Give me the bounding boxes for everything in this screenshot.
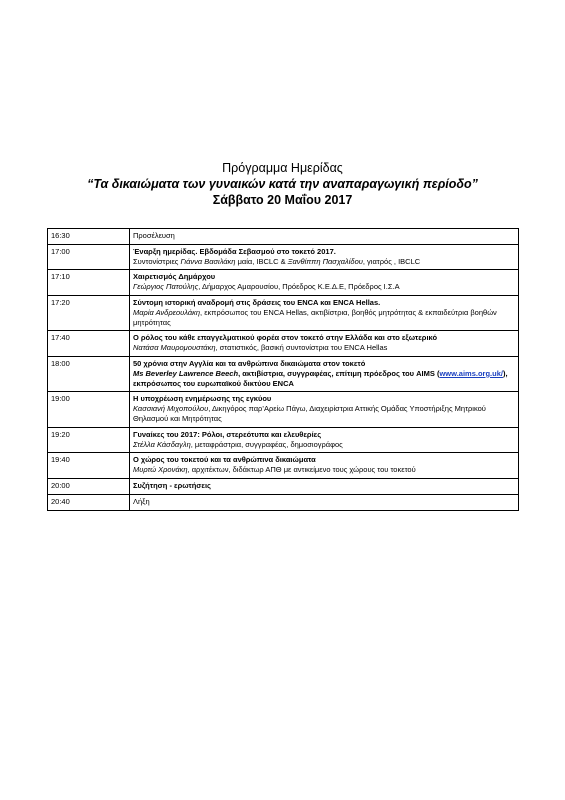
session-title: Ο ρόλος του κάθε επαγγελματικού φορέα στον τοκετό στην Ελλάδα και στο εξωτερικό xyxy=(133,333,438,343)
session-title: Συζήτηση - ερωτήσεις xyxy=(133,480,211,490)
session-cell xyxy=(130,229,519,245)
aims-link[interactable]: www.aims.org.uk/ xyxy=(439,368,503,378)
session-cell xyxy=(130,356,519,391)
time-cell: 20:40 xyxy=(48,494,130,510)
speaker-name: Γεώργιος Πατούλης xyxy=(133,282,199,292)
speaker-name: Νατάσα Μαυρομουστάκη xyxy=(133,343,216,353)
session-title: Γυναίκες του 2017: Ρόλοι, στερεότυπα και ελευθερίες xyxy=(133,429,322,439)
speaker-name: Γιάννα Βασιλάκη xyxy=(180,256,236,266)
session-title: Ο χώρος του τοκετού και τα ανθρώπινα δικαιώματα xyxy=(133,455,316,465)
session-speakers xyxy=(133,465,515,475)
table-row xyxy=(48,494,519,510)
session-cell xyxy=(130,392,519,427)
session-speakers xyxy=(133,257,515,267)
speaker-text: , αρχιτέκτων, διδάκτωρ ΑΠΘ με αντικείμενο τους χώρους του τοκετού xyxy=(187,465,416,475)
event-date: Σάββατο 20 Μαΐου 2017 xyxy=(212,193,353,207)
session-cell xyxy=(130,295,519,330)
speaker-text: , εκπρόσωπος του ENCA Hellas, ακτιβίστρια, βοηθός μητρότητας & εκπαιδεύτρια βοηθών μητρότητας xyxy=(133,307,497,327)
speaker-text: μαία, IBCLC & xyxy=(235,256,288,266)
time-cell: 17:40 xyxy=(48,331,130,357)
session-cell xyxy=(130,331,519,357)
speaker-name: Κασσιανή Μιχοπούλου xyxy=(133,404,209,414)
speaker-text: , Δικηγόρος παρ’Αρείω Πάγω, Διαχειρίστρια Αττικής Ομάδας Υποστήριξης Μητρικού Θηλασμού και Μητρότητας xyxy=(133,404,486,423)
speaker-name: Στέλλα Κάσδαγλη xyxy=(133,439,191,449)
table-row xyxy=(48,331,519,357)
table-row xyxy=(48,270,519,296)
table-row xyxy=(48,478,519,494)
session-cell xyxy=(130,270,519,296)
session-cell xyxy=(130,427,519,453)
session-text: Λήξη xyxy=(133,496,150,506)
speaker-name: Μαρία Ανδρεουλάκη xyxy=(133,307,201,317)
session-speakers xyxy=(133,404,515,424)
time-cell: 20:00 xyxy=(48,478,130,494)
table-row xyxy=(48,244,519,270)
speaker-text: , γιατρός , IBCLC xyxy=(362,256,421,266)
session-speakers xyxy=(133,369,515,389)
schedule-table xyxy=(47,228,519,511)
speaker-name: Ξανθίππη Πασχαλίδου xyxy=(287,256,363,266)
table-row xyxy=(48,392,519,427)
time-cell: 19:00 xyxy=(48,392,130,427)
session-title: Έναρξη ημερίδας. Εβδομάδα Σεβασμού στο τοκετό 2017. xyxy=(133,246,336,256)
session-title: Χαιρετισμός Δημάρχου xyxy=(133,272,216,282)
speaker-text: , ακτιβίστρια, συγγραφέας, επίτιμη πρόεδρος του AIMS ( xyxy=(238,368,440,378)
table-row xyxy=(48,229,519,245)
table-row xyxy=(48,356,519,391)
time-cell: 17:20 xyxy=(48,295,130,330)
session-title: Η υποχρέωση ενημέρωσης της εγκύου xyxy=(133,394,272,404)
time-cell: 17:00 xyxy=(48,244,130,270)
speaker-text: ), εκπρόσωπος του ευρωπαϊκού δικτύου ENCA xyxy=(133,368,508,388)
speaker-name: Ms Beverley Lawrence Beech xyxy=(133,368,239,378)
speaker-text: , μεταφράστρια, συγγραφέας, δημοσιογράφος xyxy=(190,439,343,449)
session-cell xyxy=(130,494,519,510)
session-cell xyxy=(130,244,519,270)
program-title: Πρόγραμμα Ημερίδας xyxy=(222,161,343,175)
table-row xyxy=(48,427,519,453)
session-speakers xyxy=(133,440,515,450)
speaker-text: , στατιστικός, βασική συντονίστρια του ENCA Hellas xyxy=(215,343,388,353)
session-cell xyxy=(130,478,519,494)
session-cell xyxy=(130,453,519,479)
session-speakers xyxy=(133,343,515,353)
session-title: 50 χρόνια στην Αγγλία και τα ανθρώπινα δικαιώματα στον τοκετό xyxy=(133,358,366,368)
speaker-text: , Δήμαρχος Αμαρουσίου, Πρόεδρος Κ.Ε.Δ.Ε, Πρόεδρος Ι.Σ.Α xyxy=(198,282,400,292)
time-cell: 19:20 xyxy=(48,427,130,453)
event-title: “Τα δικαιώματα των γυναικών κατά την αναπαραγωγική περίοδο” xyxy=(87,177,478,191)
session-speakers xyxy=(133,282,515,292)
time-cell: 19:40 xyxy=(48,453,130,479)
table-row xyxy=(48,453,519,479)
table-row xyxy=(48,295,519,330)
time-cell: 17:10 xyxy=(48,270,130,296)
session-title: Σύντομη ιστορική αναδρομή στις δράσεις του ENCA και ENCA Hellas. xyxy=(133,297,381,307)
speaker-name: Μυρτώ Χρονάκη xyxy=(133,465,188,475)
time-cell: 18:00 xyxy=(48,356,130,391)
session-text: Προσέλευση xyxy=(133,231,175,240)
document-header xyxy=(0,161,565,208)
session-speakers xyxy=(133,308,515,328)
speaker-text: Συντονίστριες xyxy=(133,256,181,266)
time-cell: 16:30 xyxy=(48,229,130,245)
